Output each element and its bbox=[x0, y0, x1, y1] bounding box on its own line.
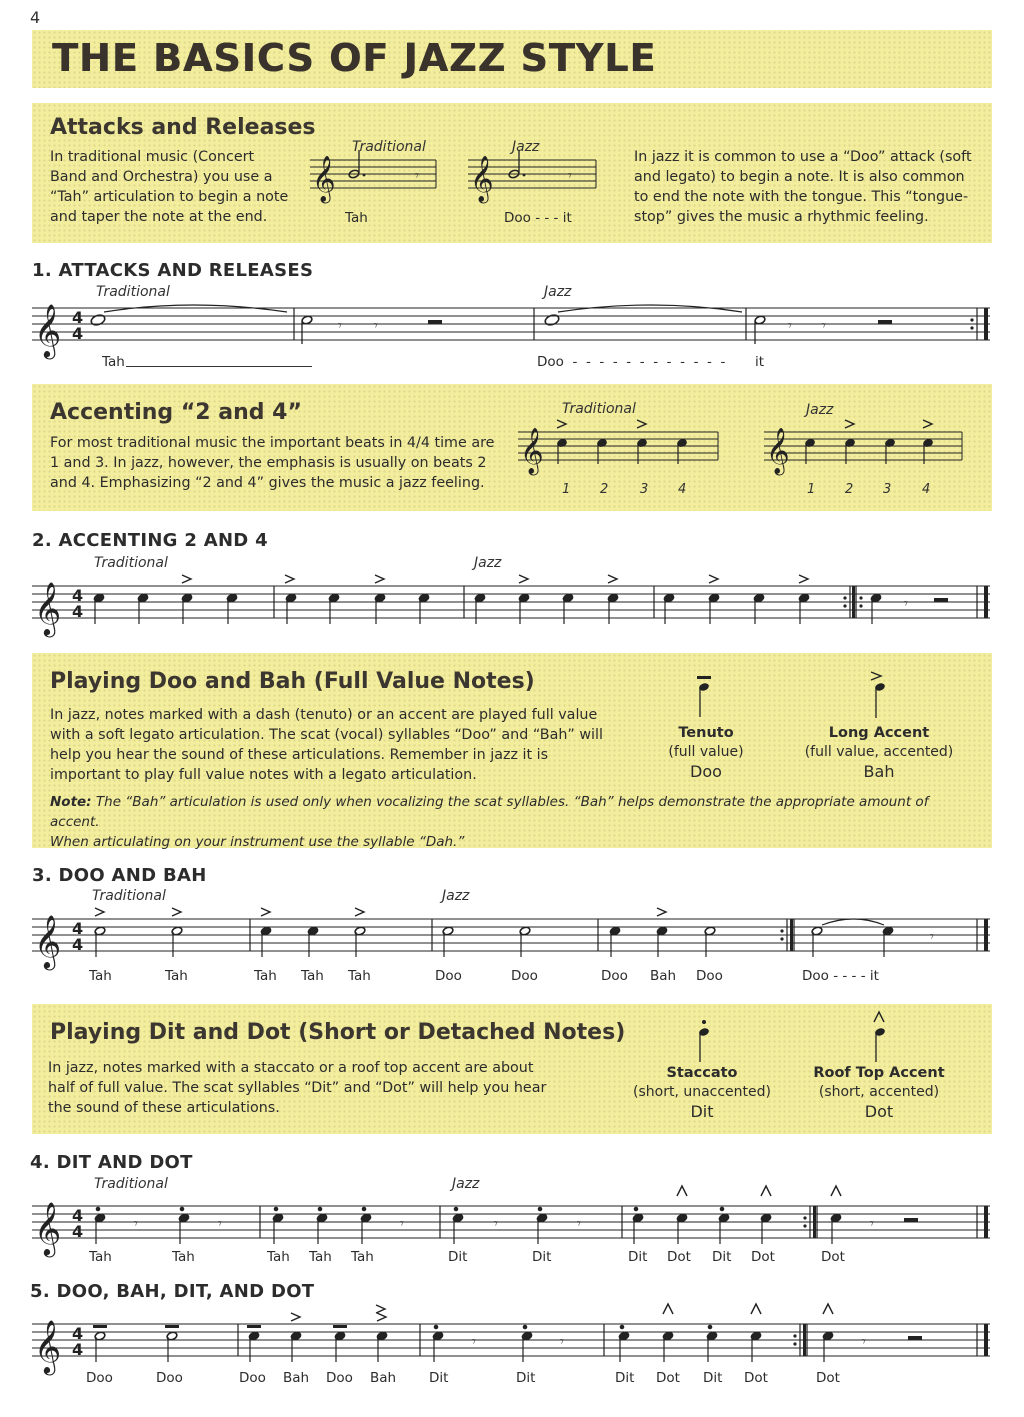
accenting-beat-3-trad: 3 bbox=[640, 482, 649, 497]
exercise-3-title: 3. DOO AND BAH bbox=[32, 865, 207, 886]
accenting-beat-2-trad: 2 bbox=[600, 482, 609, 497]
accenting-staff-traditional bbox=[518, 418, 723, 478]
exercise-5-syllable-9: Dit bbox=[615, 1370, 635, 1386]
svg-text:𝄾: 𝄾 bbox=[494, 1216, 498, 1232]
exercise-4-syllable-1: Tah bbox=[89, 1249, 112, 1265]
title-banner bbox=[32, 30, 992, 88]
exercise-3-syllable-4: Tah bbox=[301, 968, 324, 984]
svg-text:𝄾: 𝄾 bbox=[904, 596, 908, 612]
eighth-rest-icon: 𝄾 bbox=[415, 168, 419, 184]
exercise-5-syllable-8: Dit bbox=[516, 1370, 536, 1386]
attacks-text-right: In jazz it is common to use a “Doo” attack (soft and legato) to begin a note. It is also common to end the note with the tongue. This “tongue- stop” gives the music a rhythmic feeling. bbox=[634, 149, 972, 225]
long-accent-caption: Long Accent (full value, accented) Bah bbox=[804, 725, 954, 781]
accenting-staff-jazz bbox=[764, 418, 969, 478]
svg-text:4: 4 bbox=[72, 1222, 84, 1241]
svg-text:𝄾: 𝄾 bbox=[374, 318, 378, 334]
staccato-note-icon bbox=[690, 1014, 720, 1064]
exercise-3-syllable-6: Doo bbox=[435, 968, 462, 984]
exercise-3-syllable-1: Tah bbox=[89, 968, 112, 984]
svg-text:𝄾: 𝄾 bbox=[930, 929, 934, 945]
dit-dot-text: In jazz, notes marked with a staccato or a roof top accent are about half of full value. The scat syllables “Dit” and “Dot” will help you hear the sound of these articulations. bbox=[48, 1060, 547, 1116]
exercise-4-syllable-6: Dit bbox=[448, 1249, 468, 1265]
tenuto-note-icon bbox=[690, 672, 720, 722]
attacks-staff-traditional bbox=[310, 150, 440, 210]
attacks-syllable-doo-it: Doo - - - it bbox=[504, 210, 572, 226]
eighth-rest-icon: 𝄾 bbox=[568, 168, 572, 184]
accenting-beat-2-jazz: 2 bbox=[845, 482, 854, 497]
accenting-heading: Accenting “2 and 4” bbox=[50, 400, 302, 425]
page-title: THE BASICS OF JAZZ STYLE bbox=[52, 36, 657, 80]
exercise-5-syllable-12: Dot bbox=[744, 1370, 768, 1386]
svg-text:𝄾: 𝄾 bbox=[862, 1334, 866, 1350]
treble-clef-icon: 𝄞 bbox=[312, 156, 336, 202]
exercise-3-label-jazz: Jazz bbox=[442, 888, 470, 904]
svg-text:4: 4 bbox=[72, 1340, 84, 1359]
svg-text:4: 4 bbox=[72, 935, 84, 954]
attacks-text-left: In traditional music (Concert Band and Orchestra) you use a “Tah” articulation to begin a note and taper the note at the end. bbox=[50, 149, 289, 225]
attacks-heading: Attacks and Releases bbox=[50, 115, 316, 140]
treble-clef-icon: 𝄞 bbox=[34, 914, 62, 968]
svg-text:𝄾: 𝄾 bbox=[577, 1216, 581, 1232]
svg-text:4: 4 bbox=[72, 1206, 84, 1225]
attacks-staff-jazz bbox=[468, 150, 598, 210]
exercise-5-syllable-10: Dot bbox=[656, 1370, 680, 1386]
accenting-beat-4-trad: 4 bbox=[678, 482, 687, 497]
exercise-1-label-jazz: Jazz bbox=[544, 284, 572, 300]
treble-clef-icon: 𝄞 bbox=[34, 1319, 62, 1373]
attacks-label-jazz: Jazz bbox=[512, 139, 540, 155]
exercise-1-syllable-doo: Doo - - - - - - - - - - - - bbox=[537, 354, 726, 370]
treble-clef-icon: 𝄞 bbox=[766, 428, 790, 474]
tenuto-caption: Tenuto (full value) Doo bbox=[668, 725, 744, 781]
exercise-3-syllable-7: Doo bbox=[511, 968, 538, 984]
exercise-4-syllable-10: Dit bbox=[712, 1249, 732, 1265]
doo-bah-note: Note: The “Bah” articulation is used only when vocalizing the scat syllables. “Bah” helps demonstrate the appropriate amount of accent. When articulating on your instrument use the syllable “Dah.” bbox=[50, 794, 929, 850]
roof-top-accent-note-icon bbox=[866, 1010, 896, 1062]
accenting-label-traditional: Traditional bbox=[562, 401, 636, 417]
exercise-4-syllable-8: Dit bbox=[628, 1249, 648, 1265]
exercise-3-syllable-9: Bah bbox=[650, 968, 677, 984]
svg-text:𝄾: 𝄾 bbox=[134, 1216, 138, 1232]
exercise-5-staff bbox=[32, 1308, 992, 1374]
exercise-5-syllable-4: Bah bbox=[283, 1370, 310, 1386]
exercise-1-title: 1. ATTACKS AND RELEASES bbox=[32, 260, 314, 281]
exercise-1-label-traditional: Traditional bbox=[96, 284, 170, 300]
exercise-1-staff bbox=[32, 300, 992, 360]
svg-text:𝄾: 𝄾 bbox=[788, 318, 792, 334]
exercise-5-syllable-6: Bah bbox=[370, 1370, 397, 1386]
exercise-2-staff bbox=[32, 570, 992, 636]
treble-clef-icon: 𝄞 bbox=[34, 581, 62, 635]
exercise-2-label-traditional: Traditional bbox=[94, 555, 168, 571]
exercise-3-staff bbox=[32, 903, 992, 969]
exercise-4-staff bbox=[32, 1190, 992, 1256]
dit-dot-heading: Playing Dit and Dot (Short or Detached Notes) bbox=[50, 1020, 626, 1045]
exercise-5-syllable-13: Dot bbox=[816, 1370, 840, 1386]
treble-clef-icon: 𝄞 bbox=[34, 303, 62, 357]
staccato-caption: Staccato (short, unaccented) Dit bbox=[633, 1065, 771, 1121]
svg-text:𝄾: 𝄾 bbox=[870, 1216, 874, 1232]
exercise-5-syllable-5: Doo bbox=[326, 1370, 353, 1386]
exercise-5-syllable-3: Doo bbox=[239, 1370, 266, 1386]
exercise-5-syllable-1: Doo bbox=[86, 1370, 113, 1386]
exercise-5-syllable-11: Dit bbox=[703, 1370, 723, 1386]
long-accent-note-icon bbox=[866, 670, 896, 722]
svg-text:𝄾: 𝄾 bbox=[822, 318, 826, 334]
svg-text:𝄾: 𝄾 bbox=[218, 1216, 222, 1232]
exercise-4-syllable-7: Dit bbox=[532, 1249, 552, 1265]
exercise-4-syllable-5: Tah bbox=[351, 1249, 374, 1265]
exercise-4-label-jazz: Jazz bbox=[452, 1176, 480, 1192]
svg-text:4: 4 bbox=[72, 324, 84, 343]
svg-text:𝄾: 𝄾 bbox=[338, 318, 342, 334]
exercise-2-title: 2. ACCENTING 2 AND 4 bbox=[32, 530, 268, 551]
exercise-4-title: 4. DIT AND DOT bbox=[30, 1152, 193, 1173]
svg-text:4: 4 bbox=[72, 308, 84, 327]
treble-clef-icon: 𝄞 bbox=[470, 156, 494, 202]
exercise-4-syllable-11: Dot bbox=[751, 1249, 775, 1265]
exercise-1-syllable-it: it bbox=[755, 354, 765, 370]
exercise-4-syllable-12: Dot bbox=[821, 1249, 845, 1265]
exercise-3-syllable-2: Tah bbox=[165, 968, 188, 984]
accenting-beat-4-jazz: 4 bbox=[922, 482, 931, 497]
exercise-1-syllable-tah: Tah bbox=[102, 354, 125, 370]
exercise-4-syllable-2: Tah bbox=[172, 1249, 195, 1265]
exercise-3-syllable-11: Doo - - - - it bbox=[802, 968, 879, 984]
svg-text:4: 4 bbox=[72, 1324, 84, 1343]
svg-text:𝄾: 𝄾 bbox=[400, 1216, 404, 1232]
exercise-2-label-jazz: Jazz bbox=[474, 555, 502, 571]
exercise-3-syllable-3: Tah bbox=[254, 968, 277, 984]
svg-text:4: 4 bbox=[72, 919, 84, 938]
attacks-label-traditional: Traditional bbox=[352, 139, 426, 155]
treble-clef-icon: 𝄞 bbox=[34, 1201, 62, 1255]
exercise-3-syllable-5: Tah bbox=[348, 968, 371, 984]
exercise-5-syllable-2: Doo bbox=[156, 1370, 183, 1386]
accenting-beat-1-jazz: 1 bbox=[807, 482, 816, 497]
svg-text:𝄾: 𝄾 bbox=[560, 1334, 564, 1350]
exercise-5-syllable-7: Dit bbox=[429, 1370, 449, 1386]
exercise-5-title: 5. DOO, BAH, DIT, AND DOT bbox=[30, 1281, 315, 1302]
exercise-4-syllable-4: Tah bbox=[309, 1249, 332, 1265]
svg-text:4: 4 bbox=[72, 586, 84, 605]
attacks-syllable-tah: Tah bbox=[345, 210, 368, 226]
exercise-3-syllable-8: Doo bbox=[601, 968, 628, 984]
page-number: 4 bbox=[30, 8, 41, 27]
roof-top-accent-caption: Roof Top Accent (short, accented) Dot bbox=[813, 1065, 945, 1121]
accenting-beat-3-jazz: 3 bbox=[883, 482, 892, 497]
exercise-3-syllable-10: Doo bbox=[696, 968, 723, 984]
svg-text:4: 4 bbox=[72, 602, 84, 621]
exercise-4-label-traditional: Traditional bbox=[94, 1176, 168, 1192]
doo-bah-heading: Playing Doo and Bah (Full Value Notes) bbox=[50, 669, 535, 694]
accenting-text: For most traditional music the important beats in 4/4 time are 1 and 3. In jazz, however, the emphasis is usually on beats 2 and 4. Emphasizing “2 and 4” gives the music a jazz feeling. bbox=[50, 435, 495, 491]
exercise-4-syllable-9: Dot bbox=[667, 1249, 691, 1265]
accenting-label-jazz: Jazz bbox=[806, 402, 834, 418]
treble-clef-icon: 𝄞 bbox=[520, 428, 544, 474]
accenting-beat-1-trad: 1 bbox=[562, 482, 571, 497]
svg-text:𝄾: 𝄾 bbox=[472, 1334, 476, 1350]
exercise-1-tah-extension-line bbox=[126, 366, 312, 367]
doo-bah-text: In jazz, notes marked with a dash (tenuto) or an accent are played full value with a soft legato articulation. The scat (vocal) syllables “Doo” and “Bah” will help you hear the sound of these articulations. Remember in jazz it is important to play full value notes with a legato articulation. bbox=[50, 707, 603, 783]
exercise-4-syllable-3: Tah bbox=[267, 1249, 290, 1265]
exercise-3-label-traditional: Traditional bbox=[92, 888, 166, 904]
